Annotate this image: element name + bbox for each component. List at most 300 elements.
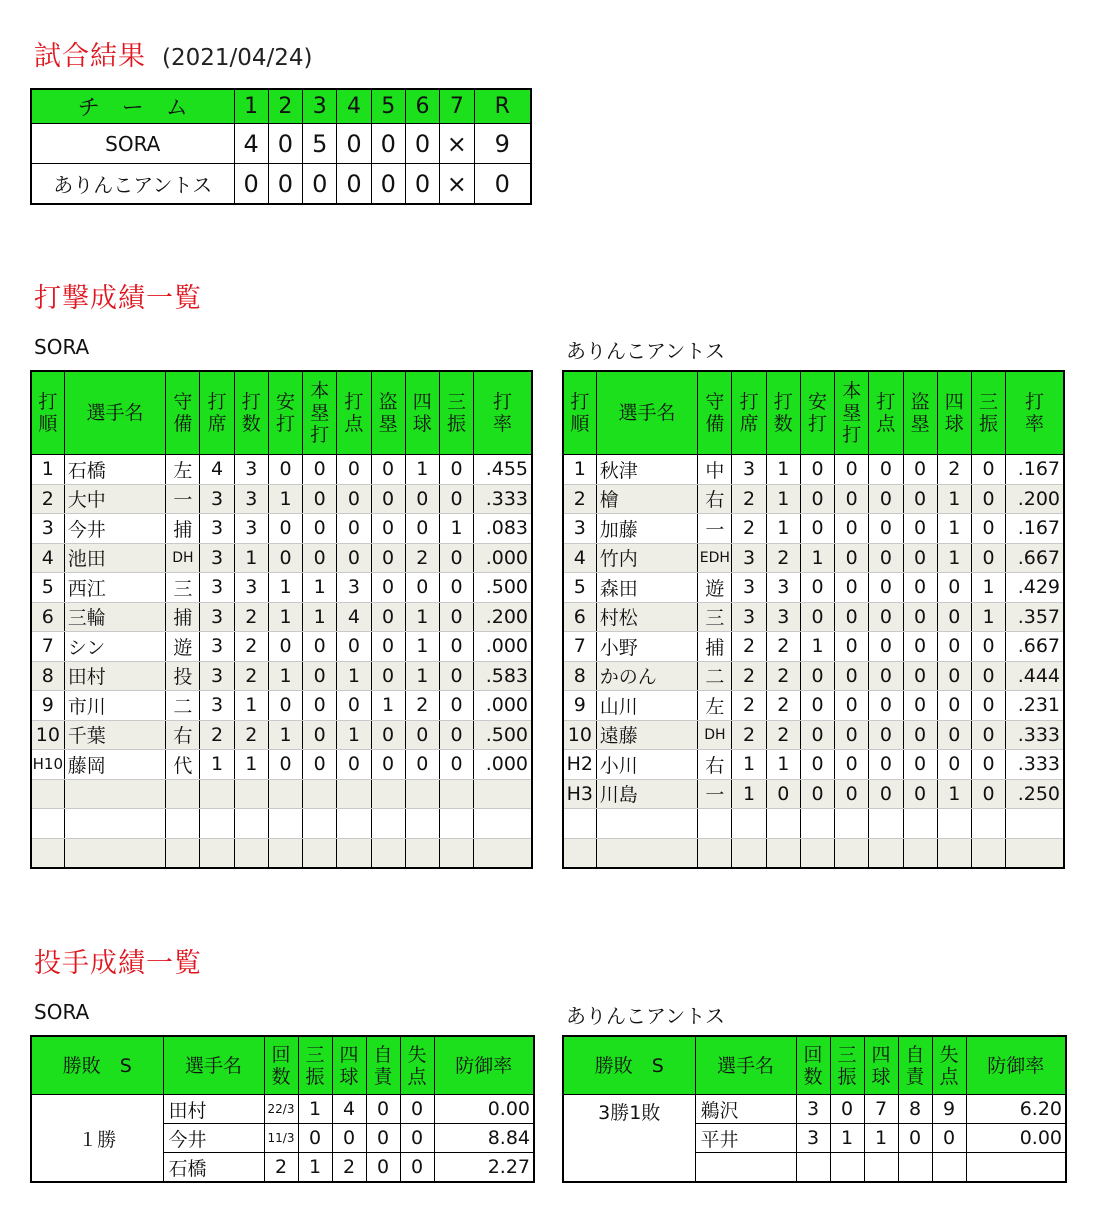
batting-row bbox=[563, 750, 1064, 780]
rbi: 0 bbox=[869, 720, 903, 750]
home-runs bbox=[303, 809, 337, 839]
win-loss-save-header-label: 勝敗 S bbox=[594, 1054, 664, 1077]
plate-appearances: 2 bbox=[732, 691, 766, 721]
player-name: 山川 bbox=[596, 691, 698, 721]
stolen-bases bbox=[371, 838, 405, 868]
at-bats: 3 bbox=[234, 484, 268, 514]
rbi-header-label: 打点 bbox=[876, 391, 896, 435]
batting-average: .333 bbox=[474, 484, 532, 514]
inning-header-4: 4 bbox=[337, 89, 371, 124]
home-runs bbox=[303, 838, 337, 868]
stolen-bases: 0 bbox=[903, 455, 937, 485]
player-name: 田村 bbox=[64, 661, 166, 691]
at-bats: 2 bbox=[234, 661, 268, 691]
batting-average bbox=[474, 779, 532, 809]
earned-runs: 8 bbox=[898, 1095, 932, 1124]
stolen-bases: 0 bbox=[903, 750, 937, 780]
stolen-bases: 1 bbox=[371, 691, 405, 721]
rbi: 3 bbox=[337, 573, 371, 603]
batting-average: .429 bbox=[1006, 573, 1064, 603]
strikeouts: 0 bbox=[971, 750, 1005, 780]
at-bats-header bbox=[234, 371, 268, 455]
at-bats bbox=[234, 838, 268, 868]
strikeouts: 0 bbox=[971, 779, 1005, 809]
scoreboard-team-header: チ ー ム bbox=[31, 89, 234, 124]
rbi bbox=[869, 838, 903, 868]
walks: 4 bbox=[332, 1095, 366, 1124]
hits: 0 bbox=[800, 514, 834, 544]
runs-allowed: 0 bbox=[932, 1124, 966, 1153]
at-bats: 1 bbox=[234, 691, 268, 721]
batting-order-header-label: 打順 bbox=[570, 391, 590, 435]
player-name: シン bbox=[64, 632, 166, 662]
rbi bbox=[337, 779, 371, 809]
batting-empty-row bbox=[31, 838, 532, 868]
stolen-bases: 0 bbox=[903, 779, 937, 809]
stolen-bases: 0 bbox=[371, 661, 405, 691]
plate-appearances bbox=[200, 838, 234, 868]
batting-average bbox=[1006, 809, 1064, 839]
position bbox=[166, 838, 200, 868]
era-header bbox=[966, 1036, 1066, 1095]
batting-average: .200 bbox=[1006, 484, 1064, 514]
player-name: 石橋 bbox=[64, 455, 166, 485]
plate-appearances: 2 bbox=[200, 720, 234, 750]
inning-header-1: 1 bbox=[234, 89, 268, 124]
batting-order bbox=[31, 838, 64, 868]
home-runs-header-label: 本塁打 bbox=[310, 380, 330, 446]
strikeouts-header-label: 三振 bbox=[837, 1043, 857, 1088]
runs-allowed: 0 bbox=[400, 1095, 434, 1124]
earned-runs-header bbox=[366, 1036, 400, 1095]
strikeouts: 0 bbox=[971, 720, 1005, 750]
strikeouts bbox=[830, 1153, 864, 1183]
home-runs: 0 bbox=[835, 750, 869, 780]
home-runs-header-label: 本塁打 bbox=[842, 380, 862, 446]
hits: 0 bbox=[800, 602, 834, 632]
plate-appearances-header bbox=[200, 371, 234, 455]
plate-appearances bbox=[732, 809, 766, 839]
at-bats: 3 bbox=[234, 573, 268, 603]
innings bbox=[796, 1153, 830, 1183]
batting-average: .455 bbox=[474, 455, 532, 485]
at-bats bbox=[234, 809, 268, 839]
walks: 0 bbox=[405, 484, 439, 514]
batting-average: .083 bbox=[474, 514, 532, 544]
scoreboard-header bbox=[31, 89, 531, 124]
walks: 0 bbox=[937, 691, 971, 721]
walks bbox=[405, 779, 439, 809]
strikeouts: 0 bbox=[971, 691, 1005, 721]
pitching-header-row bbox=[563, 1036, 1066, 1095]
hits: 1 bbox=[800, 632, 834, 662]
era-header-label: 防御率 bbox=[987, 1054, 1045, 1077]
position: 二 bbox=[166, 691, 200, 721]
runs-allowed: 0 bbox=[400, 1153, 434, 1183]
player-name-header bbox=[64, 371, 166, 455]
home-runs: 0 bbox=[303, 750, 337, 780]
at-bats: 1 bbox=[766, 455, 800, 485]
earned-runs: 0 bbox=[366, 1124, 400, 1153]
stolen-bases: 0 bbox=[371, 455, 405, 485]
hits-header bbox=[800, 371, 834, 455]
rbi: 1 bbox=[337, 661, 371, 691]
stolen-bases-header bbox=[903, 371, 937, 455]
runs-allowed: 9 bbox=[932, 1095, 966, 1124]
batting-order: 1 bbox=[563, 455, 596, 485]
at-bats: 1 bbox=[766, 750, 800, 780]
batting-row bbox=[563, 573, 1064, 603]
batting-average: .000 bbox=[474, 750, 532, 780]
inning-header-3: 3 bbox=[303, 89, 337, 124]
at-bats: 2 bbox=[234, 720, 268, 750]
plate-appearances: 3 bbox=[200, 691, 234, 721]
position: 投 bbox=[166, 661, 200, 691]
home-runs: 0 bbox=[303, 661, 337, 691]
player-name: 藤岡 bbox=[64, 750, 166, 780]
earned-runs-header-label: 自責 bbox=[905, 1043, 925, 1088]
batting-row bbox=[31, 661, 532, 691]
player-name: 小野 bbox=[596, 632, 698, 662]
at-bats: 0 bbox=[766, 779, 800, 809]
rbi: 0 bbox=[869, 573, 903, 603]
batting-row bbox=[563, 484, 1064, 514]
rbi: 4 bbox=[337, 602, 371, 632]
era: 8.84 bbox=[434, 1124, 534, 1153]
position: 二 bbox=[698, 661, 732, 691]
batting-average: .333 bbox=[1006, 750, 1064, 780]
hits bbox=[268, 779, 302, 809]
plate-appearances: 1 bbox=[732, 779, 766, 809]
position: 代 bbox=[166, 750, 200, 780]
hits: 0 bbox=[268, 514, 302, 544]
pitching-team-label-sora: SORA bbox=[34, 1000, 90, 1024]
pitching-row bbox=[563, 1095, 1066, 1124]
batting-average: .000 bbox=[474, 632, 532, 662]
plate-appearances: 3 bbox=[200, 573, 234, 603]
innings-header bbox=[264, 1036, 298, 1095]
hits: 1 bbox=[268, 602, 302, 632]
strikeouts: 0 bbox=[298, 1124, 332, 1153]
walks: 1 bbox=[864, 1124, 898, 1153]
player-name: 森田 bbox=[596, 573, 698, 603]
hits bbox=[800, 809, 834, 839]
batting-row bbox=[563, 632, 1064, 662]
hits bbox=[268, 838, 302, 868]
walks: 2 bbox=[332, 1153, 366, 1183]
batting-average bbox=[474, 838, 532, 868]
batting-order bbox=[31, 779, 64, 809]
position: 捕 bbox=[166, 602, 200, 632]
walks: 0 bbox=[937, 661, 971, 691]
walks-header-label: 四球 bbox=[871, 1043, 891, 1088]
stolen-bases bbox=[371, 779, 405, 809]
inning-score: 0 bbox=[474, 164, 531, 205]
plate-appearances: 2 bbox=[732, 661, 766, 691]
hits: 0 bbox=[268, 691, 302, 721]
rbi bbox=[337, 809, 371, 839]
hits: 0 bbox=[800, 750, 834, 780]
runs-allowed bbox=[932, 1153, 966, 1183]
batting-empty-row bbox=[31, 809, 532, 839]
at-bats: 1 bbox=[766, 514, 800, 544]
batting-row bbox=[31, 573, 532, 603]
player-name bbox=[596, 809, 698, 839]
inning-header-7: 7 bbox=[440, 89, 474, 124]
at-bats: 3 bbox=[766, 573, 800, 603]
batting-order: H2 bbox=[563, 750, 596, 780]
position: 一 bbox=[698, 779, 732, 809]
strikeouts-header bbox=[298, 1036, 332, 1095]
rbi bbox=[337, 838, 371, 868]
rbi: 0 bbox=[869, 632, 903, 662]
rbi: 0 bbox=[869, 779, 903, 809]
innings-header-label: 回数 bbox=[271, 1043, 291, 1088]
plate-appearances: 3 bbox=[732, 455, 766, 485]
player-name-header bbox=[596, 371, 698, 455]
walks: 0 bbox=[937, 632, 971, 662]
strikeouts: 0 bbox=[830, 1095, 864, 1124]
home-runs: 0 bbox=[835, 455, 869, 485]
plate-appearances: 3 bbox=[732, 573, 766, 603]
batting-empty-row bbox=[563, 809, 1064, 839]
hits: 0 bbox=[800, 779, 834, 809]
walks bbox=[937, 838, 971, 868]
era-header bbox=[434, 1036, 534, 1095]
rbi: 0 bbox=[337, 484, 371, 514]
game-date: (2021/04/24) bbox=[162, 45, 313, 71]
inning-score: 0 bbox=[268, 164, 302, 205]
win-loss-save-header bbox=[31, 1036, 163, 1095]
result-title: 試合結果 bbox=[34, 41, 146, 72]
position: 遊 bbox=[698, 573, 732, 603]
hits: 0 bbox=[268, 632, 302, 662]
stolen-bases: 0 bbox=[903, 543, 937, 573]
batting-row bbox=[31, 484, 532, 514]
batting-average: .231 bbox=[1006, 691, 1064, 721]
hits bbox=[800, 838, 834, 868]
batting-empty-row bbox=[563, 838, 1064, 868]
player-name: 今井 bbox=[64, 514, 166, 544]
at-bats bbox=[234, 779, 268, 809]
batting-order: 3 bbox=[31, 514, 64, 544]
position-header bbox=[166, 371, 200, 455]
home-runs: 0 bbox=[303, 720, 337, 750]
walks-header bbox=[937, 371, 971, 455]
rbi bbox=[869, 809, 903, 839]
player-name bbox=[64, 838, 166, 868]
position: 左 bbox=[698, 691, 732, 721]
plate-appearances-header-label: 打席 bbox=[739, 391, 759, 435]
home-runs: 0 bbox=[835, 514, 869, 544]
player-name: 秋津 bbox=[596, 455, 698, 485]
walks: 0 bbox=[405, 514, 439, 544]
batting-average: .167 bbox=[1006, 514, 1064, 544]
at-bats: 2 bbox=[234, 602, 268, 632]
batting-table-arinko bbox=[562, 370, 1065, 869]
batting-row bbox=[563, 691, 1064, 721]
at-bats: 2 bbox=[234, 632, 268, 662]
at-bats bbox=[766, 809, 800, 839]
home-runs: 0 bbox=[303, 455, 337, 485]
inning-header-5: 5 bbox=[371, 89, 405, 124]
hits: 1 bbox=[268, 720, 302, 750]
player-name: 西江 bbox=[64, 573, 166, 603]
plate-appearances: 2 bbox=[732, 514, 766, 544]
walks: 0 bbox=[332, 1124, 366, 1153]
innings: 3 bbox=[796, 1095, 830, 1124]
pitcher-name: 田村 bbox=[163, 1095, 264, 1124]
home-runs: 0 bbox=[835, 484, 869, 514]
inning-header-2: 2 bbox=[268, 89, 302, 124]
pitcher-name-header-label: 選手名 bbox=[184, 1054, 242, 1077]
home-runs: 0 bbox=[835, 573, 869, 603]
stolen-bases: 0 bbox=[903, 484, 937, 514]
strikeouts: 0 bbox=[439, 661, 473, 691]
batting-average bbox=[1006, 838, 1064, 868]
walks: 7 bbox=[864, 1095, 898, 1124]
home-runs: 0 bbox=[835, 779, 869, 809]
runs-allowed-header-label: 失点 bbox=[407, 1043, 427, 1088]
stolen-bases: 0 bbox=[371, 602, 405, 632]
strikeouts bbox=[439, 809, 473, 839]
strikeouts: 0 bbox=[971, 661, 1005, 691]
inning-score: 0 bbox=[405, 124, 439, 164]
walks-header bbox=[864, 1036, 898, 1095]
strikeouts: 0 bbox=[439, 484, 473, 514]
rbi-header bbox=[869, 371, 903, 455]
innings: 2 bbox=[264, 1153, 298, 1183]
stolen-bases bbox=[903, 838, 937, 868]
batting-average: .333 bbox=[1006, 720, 1064, 750]
strikeouts bbox=[439, 838, 473, 868]
batting-average: .500 bbox=[474, 720, 532, 750]
home-runs: 0 bbox=[835, 632, 869, 662]
batting-average: .444 bbox=[1006, 661, 1064, 691]
batting-average bbox=[474, 809, 532, 839]
batting-order bbox=[31, 809, 64, 839]
stolen-bases-header bbox=[371, 371, 405, 455]
at-bats: 2 bbox=[766, 720, 800, 750]
strikeouts: 1 bbox=[830, 1124, 864, 1153]
strikeouts: 0 bbox=[439, 602, 473, 632]
player-name: 加藤 bbox=[596, 514, 698, 544]
batting-order: 7 bbox=[31, 632, 64, 662]
home-runs: 1 bbox=[303, 573, 337, 603]
walks-header-label: 四球 bbox=[412, 391, 432, 435]
pitching-table-arinko bbox=[562, 1035, 1067, 1183]
strikeouts bbox=[971, 809, 1005, 839]
inning-score: 0 bbox=[234, 164, 268, 205]
plate-appearances: 4 bbox=[200, 455, 234, 485]
rbi: 1 bbox=[337, 720, 371, 750]
player-name: 遠藤 bbox=[596, 720, 698, 750]
batting-average: .357 bbox=[1006, 602, 1064, 632]
batting-row bbox=[31, 691, 532, 721]
plate-appearances: 3 bbox=[200, 484, 234, 514]
hits bbox=[268, 809, 302, 839]
plate-appearances bbox=[732, 838, 766, 868]
stolen-bases: 0 bbox=[371, 720, 405, 750]
home-runs-header bbox=[303, 371, 337, 455]
strikeouts-header bbox=[439, 371, 473, 455]
home-runs: 0 bbox=[835, 543, 869, 573]
strikeouts bbox=[971, 838, 1005, 868]
home-runs: 0 bbox=[303, 514, 337, 544]
position: 中 bbox=[698, 455, 732, 485]
batting-average: .583 bbox=[474, 661, 532, 691]
home-runs bbox=[835, 809, 869, 839]
era: 2.27 bbox=[434, 1153, 534, 1183]
rbi: 0 bbox=[869, 455, 903, 485]
batting-row bbox=[563, 543, 1064, 573]
position: 三 bbox=[166, 573, 200, 603]
hits: 0 bbox=[800, 455, 834, 485]
home-runs: 0 bbox=[835, 720, 869, 750]
batting-order: 5 bbox=[31, 573, 64, 603]
player-name bbox=[64, 809, 166, 839]
hits: 1 bbox=[800, 543, 834, 573]
rbi: 0 bbox=[869, 514, 903, 544]
walks: 0 bbox=[937, 602, 971, 632]
at-bats: 2 bbox=[766, 543, 800, 573]
hits: 0 bbox=[800, 661, 834, 691]
strikeouts: 0 bbox=[971, 514, 1005, 544]
position bbox=[166, 809, 200, 839]
hits: 0 bbox=[800, 691, 834, 721]
batting-row bbox=[563, 455, 1064, 485]
position bbox=[166, 779, 200, 809]
hits: 0 bbox=[268, 543, 302, 573]
walks: 1 bbox=[405, 632, 439, 662]
batting-order: 8 bbox=[31, 661, 64, 691]
at-bats: 3 bbox=[234, 514, 268, 544]
era: 0.00 bbox=[966, 1124, 1066, 1153]
strikeouts-header-label: 三振 bbox=[305, 1043, 325, 1088]
strikeouts: 0 bbox=[971, 455, 1005, 485]
strikeouts: 0 bbox=[439, 543, 473, 573]
walks-header-label: 四球 bbox=[339, 1043, 359, 1088]
innings: 22/3 bbox=[264, 1095, 298, 1124]
walks bbox=[405, 809, 439, 839]
stolen-bases: 0 bbox=[371, 543, 405, 573]
hits: 0 bbox=[268, 455, 302, 485]
plate-appearances: 3 bbox=[732, 602, 766, 632]
stolen-bases: 0 bbox=[903, 632, 937, 662]
batting-header-row bbox=[31, 371, 532, 455]
strikeouts-header-label: 三振 bbox=[979, 391, 999, 435]
walks: 0 bbox=[937, 720, 971, 750]
batting-average: .000 bbox=[474, 691, 532, 721]
player-name: 市川 bbox=[64, 691, 166, 721]
era-header-label: 防御率 bbox=[455, 1054, 513, 1077]
batting-row bbox=[31, 632, 532, 662]
walks: 0 bbox=[937, 573, 971, 603]
runs-allowed-header bbox=[932, 1036, 966, 1095]
runs-allowed-header-label: 失点 bbox=[939, 1043, 959, 1088]
hits: 1 bbox=[268, 484, 302, 514]
stolen-bases: 0 bbox=[903, 514, 937, 544]
home-runs: 0 bbox=[303, 691, 337, 721]
win-loss-save-header bbox=[563, 1036, 695, 1095]
player-name bbox=[596, 838, 698, 868]
pitching-row bbox=[31, 1095, 534, 1124]
plate-appearances-header-label: 打席 bbox=[207, 391, 227, 435]
earned-runs: 0 bbox=[366, 1095, 400, 1124]
earned-runs-header-label: 自責 bbox=[373, 1043, 393, 1088]
rbi-header-label: 打点 bbox=[344, 391, 364, 435]
at-bats: 3 bbox=[766, 602, 800, 632]
